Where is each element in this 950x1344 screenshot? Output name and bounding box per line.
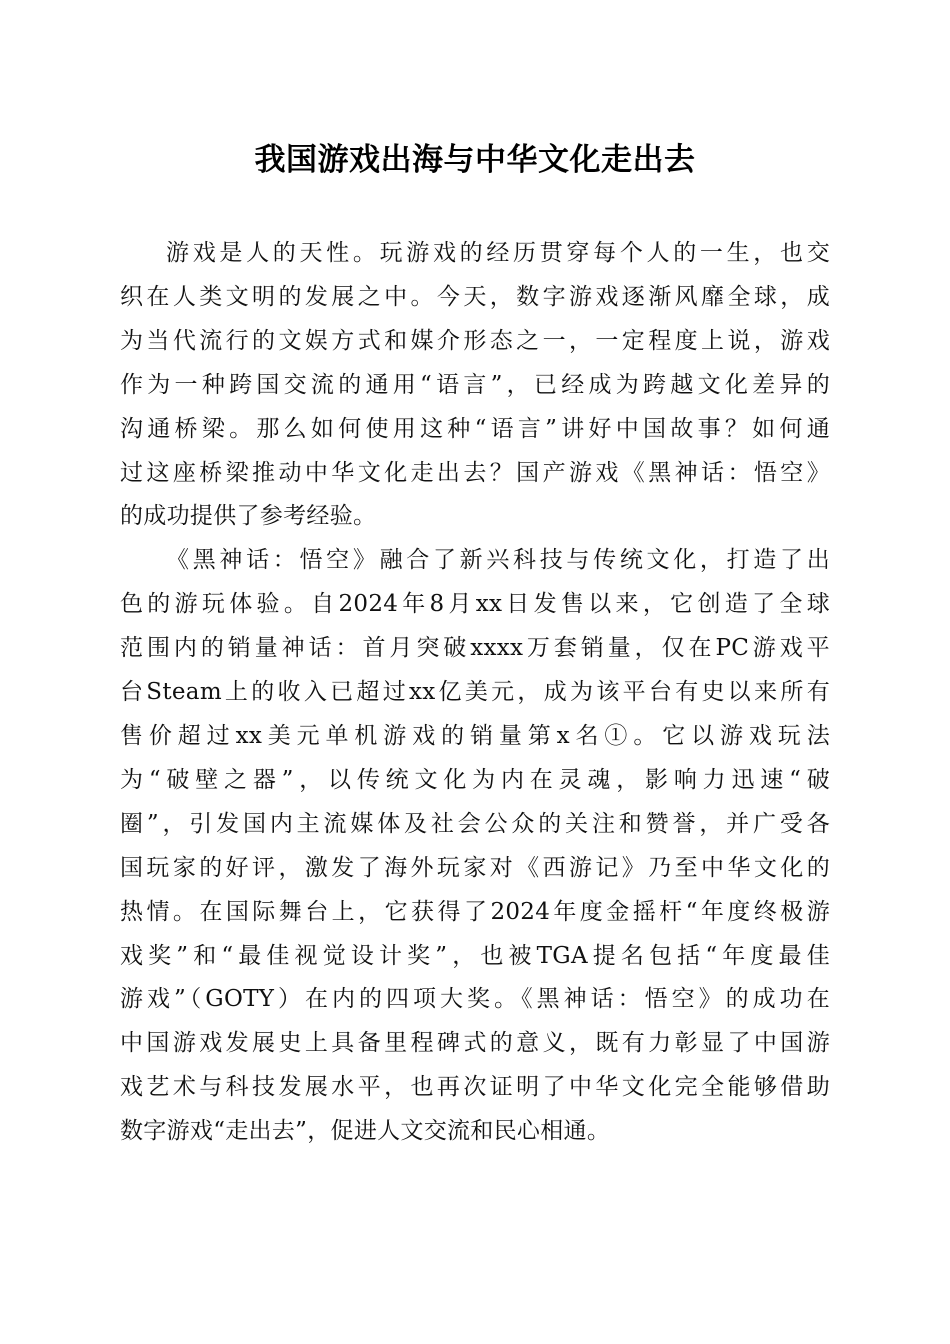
paragraph-1-line: 过这座桥梁推动中华文化走出去？国产游戏《黑神话：悟空》	[120, 459, 830, 486]
paragraph-1-line: 游戏是人的天性。玩游戏的经历贯穿每个人的一生，也交	[166, 240, 830, 266]
paragraph-2-line: 热情。在国际舞台上，它获得了2024年度金摇杆“年度终极游	[120, 898, 830, 925]
paragraph-2-line: 圈”，引发国内主流媒体及社会公众的关注和赞誉，并广受各	[120, 810, 830, 837]
paragraph-1-line: 织在人类文明的发展之中。今天，数字游戏逐渐风靡全球，成	[120, 283, 830, 310]
paragraph-2-line: 范围内的销量神话：首月突破xxxx万套销量，仅在PC游戏平	[120, 635, 830, 662]
document-body	[120, 232, 830, 1154]
paragraph-2-line: 色的游玩体验。自2024年8月xx日发售以来，它创造了全球	[120, 591, 830, 618]
paragraph-2-line: 为“破壁之器”，以传统文化为内在灵魂，影响力迅速“破	[120, 766, 830, 793]
paragraph-1-line: 的成功提供了参考经验。	[120, 503, 377, 530]
paragraph-2-line: 《黑神话：悟空》融合了新兴科技与传统文化，打造了出	[166, 547, 830, 574]
paragraph-2-line: 中国游戏发展史上具备里程碑式的意义，既有力彰显了中国游	[120, 1030, 830, 1057]
document-title: 我国游戏出海与中华文化走出去	[254, 142, 696, 178]
paragraph-1-line: 作为一种跨国交流的通用“语言”，已经成为跨越文化差异的	[120, 371, 830, 398]
paragraph-2-line: 游戏”（GOTY）在内的四项大奖。《黑神话：悟空》的成功在	[120, 986, 830, 1013]
paragraph-2	[120, 539, 830, 1154]
paragraph-2-line: 台Steam上的收入已超过xx亿美元，成为该平台有史以来所有	[120, 679, 830, 706]
paragraph-2-line: 戏奖”和“最佳视觉设计奖”，也被TGA提名包括“年度最佳	[120, 942, 830, 969]
paragraph-2-line: 戏艺术与科技发展水平，也再次证明了中华文化完全能够借助	[120, 1074, 830, 1101]
paragraph-1-line: 为当代流行的文娱方式和媒介形态之一，一定程度上说，游戏	[120, 327, 830, 354]
paragraph-2-line: 数字游戏“走出去”，促进人文交流和民心相通。	[120, 1118, 611, 1145]
paragraph-2-line: 售价超过xx美元单机游戏的销量第x名①。它以游戏玩法	[120, 722, 830, 749]
paragraph-2-line: 国玩家的好评，激发了海外玩家对《西游记》乃至中华文化的	[120, 854, 830, 881]
paragraph-1	[120, 232, 830, 539]
paragraph-1-line: 沟通桥梁。那么如何使用这种“语言”讲好中国故事？如何通	[120, 415, 830, 442]
